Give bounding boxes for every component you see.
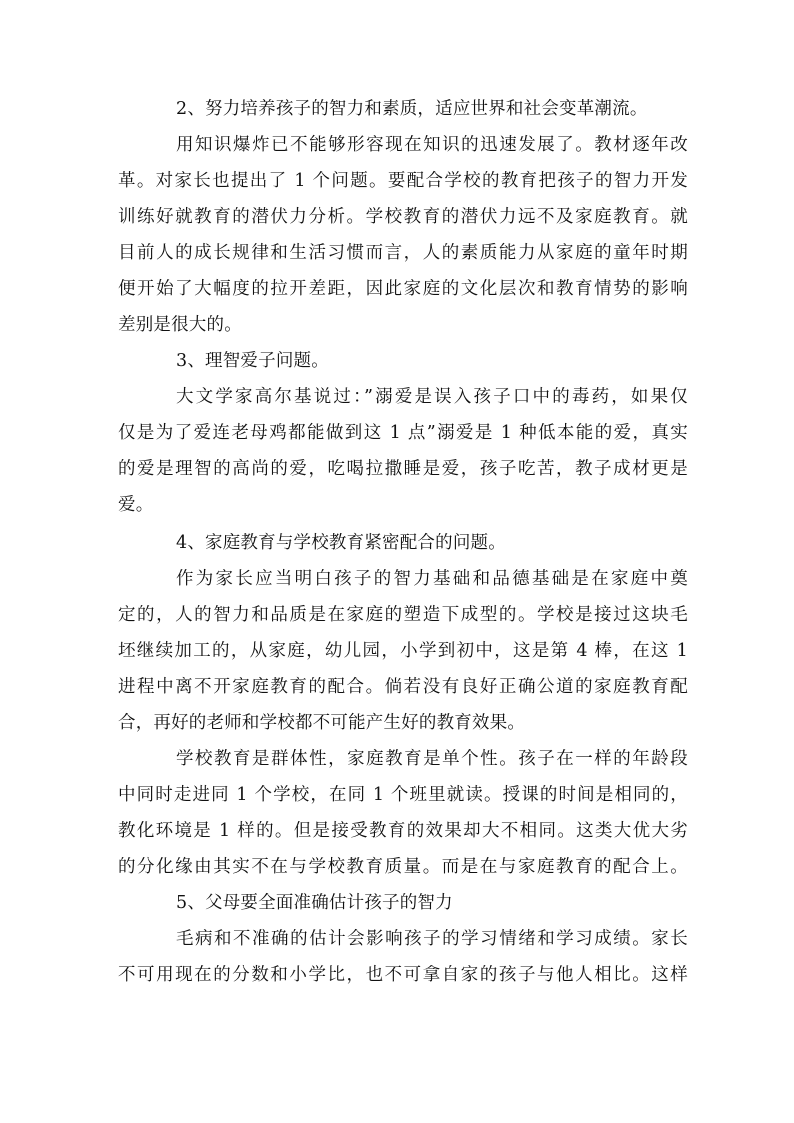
paragraph-line: 爱。	[118, 495, 154, 515]
paragraph-line: 的爱是理智的高尚的爱，吃喝拉撒睡是爱，孩子吃苦，教子成材更是	[118, 459, 688, 479]
section-heading-2: 2、努力培养孩子的智力和素质，适应世界和社会变革潮流。	[176, 99, 648, 119]
paragraph-line: 坯继续加工的，从家庭，幼儿园，小学到初中，这是第 4 棒，在这 1	[118, 641, 688, 661]
paragraph-line: 的分化缘由其实不在与学校教育质量。而是在与家庭教育的配合上。	[118, 857, 688, 877]
paragraph-line: 目前人的成长规律和生活习惯而言，人的素质能力从家庭的童年时期	[118, 243, 688, 263]
paragraph-line: 不可用现在的分数和小学比，也不可拿自家的孩子与他人相比。这样	[118, 965, 688, 985]
paragraph-line: 大文学家高尔基说过：”溺爱是误入孩子口中的毒药，如果仅	[176, 387, 688, 407]
paragraph-line: 训练好就教育的潜伏力分析。学校教育的潜伏力远不及家庭教育。就	[118, 207, 688, 227]
section-heading-4: 4、家庭教育与学校教育紧密配合的问题。	[176, 533, 506, 553]
paragraph-line: 中同时走进同 1 个学校，在同 1 个班里就读。授课的时间是相同的，	[118, 785, 688, 805]
paragraph-line: 便开始了大幅度的拉开差距，因此家庭的文化层次和教育情势的影响	[118, 279, 688, 299]
paragraph-line: 合，再好的老师和学校都不可能产生好的教育效果。	[118, 713, 526, 733]
paragraph-line: 差别是很大的。	[118, 315, 242, 335]
paragraph-line: 革。对家长也提出了 1 个问题。要配合学校的教育把孩子的智力开发	[118, 171, 688, 191]
paragraph-line: 进程中离不开家庭教育的配合。倘若没有良好正确公道的家庭教育配	[118, 677, 688, 697]
section-heading-5: 5、父母要全面准确估计孩子的智力	[176, 893, 453, 913]
paragraph-line: 学校教育是群体性，家庭教育是单个性。孩子在一样的年龄段	[176, 749, 688, 769]
paragraph-line: 作为家长应当明白孩子的智力基础和品德基础是在家庭中奠	[176, 569, 688, 589]
paragraph-line: 仅是为了爱连老母鸡都能做到这 1 点”溺爱是 1 种低本能的爱，真实	[118, 423, 688, 443]
paragraph-line: 教化环境是 1 样的。但是接受教育的效果却大不相同。这类大优大劣	[118, 821, 688, 841]
paragraph-line: 用知识爆炸已不能够形容现在知识的迅速发展了。教材逐年改	[176, 135, 688, 155]
paragraph-line: 毛病和不准确的估计会影响孩子的学习情绪和学习成绩。家长	[176, 929, 688, 949]
paragraph-line: 定的，人的智力和品质是在家庭的塑造下成型的。学校是接过这块毛	[118, 605, 688, 625]
section-heading-3: 3、理智爱子问题。	[176, 351, 329, 371]
